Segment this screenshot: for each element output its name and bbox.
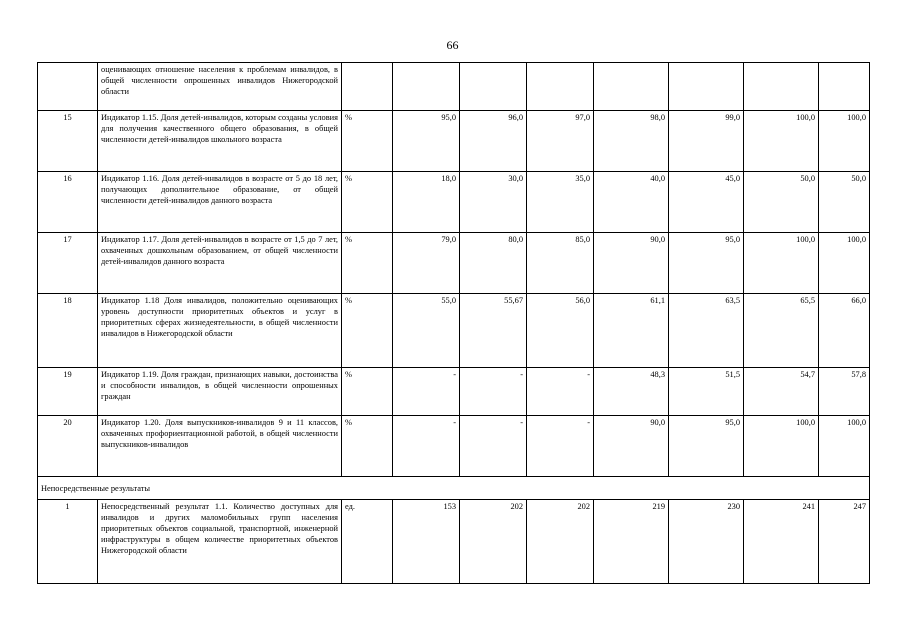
unit-cell: % [342,294,393,368]
value-cell: 247 [819,500,870,584]
value-cell: 96,0 [460,111,527,172]
indicator-description-cell: Индикатор 1.16. Доля детей-инвалидов в возрасте от 5 до 18 лет, получающих дополнительное образование, от общей численности детей-инвалидов данного возраста [98,172,342,233]
section-heading: Непосредственные результаты [38,477,870,500]
value-cell [393,63,460,111]
row-number-cell: 15 [38,111,98,172]
value-cell: 100,0 [744,233,819,294]
value-cell: 79,0 [393,233,460,294]
value-cell [594,63,669,111]
indicator-description-cell: Индикатор 1.18 Доля инвалидов, положительно оценивающих уровень доступности приоритетных объектов и услуг в приоритетных сферах жизнедеятельности, в общей численности инвалидов в Нижегородской области [98,294,342,368]
value-cell: 18,0 [393,172,460,233]
row-number-cell: 19 [38,368,98,416]
value-cell: 230 [669,500,744,584]
table-row [38,172,870,233]
value-cell: 97,0 [527,111,594,172]
value-cell: - [460,368,527,416]
unit-cell: % [342,233,393,294]
value-cell: 219 [594,500,669,584]
value-cell: 100,0 [819,416,870,477]
value-cell: 100,0 [819,111,870,172]
table-row [38,233,870,294]
value-cell: 202 [460,500,527,584]
table-body [38,63,870,584]
table-row [38,500,870,584]
indicator-description-cell: Индикатор 1.20. Доля выпускников-инвалидов 9 и 11 классов, охваченных профориентационной работой, в общей численности выпускников-инвалидов [98,416,342,477]
value-cell: 40,0 [594,172,669,233]
unit-cell: % [342,172,393,233]
indicator-description-cell: Индикатор 1.15. Доля детей-инвалидов, которым созданы условия для получения качественного общего образования, в общей численности детей-инвалидов школьного возраста [98,111,342,172]
value-cell: 57,8 [819,368,870,416]
unit-cell: ед. [342,500,393,584]
value-cell: - [393,368,460,416]
value-cell: 55,67 [460,294,527,368]
value-cell: 99,0 [669,111,744,172]
table-row [38,416,870,477]
unit-cell: % [342,111,393,172]
value-cell: 48,3 [594,368,669,416]
table-row [38,294,870,368]
value-cell: 95,0 [669,416,744,477]
value-cell: 100,0 [744,111,819,172]
value-cell: 50,0 [819,172,870,233]
indicator-description-cell: Индикатор 1.19. Доля граждан, признающих навыки, достоинства и способности инвалидов, в общей численности опрошенных граждан [98,368,342,416]
value-cell: 61,1 [594,294,669,368]
unit-cell [342,63,393,111]
value-cell: 100,0 [819,233,870,294]
value-cell: 95,0 [669,233,744,294]
value-cell: 85,0 [527,233,594,294]
value-cell: 51,5 [669,368,744,416]
row-number-cell: 17 [38,233,98,294]
value-cell: 54,7 [744,368,819,416]
value-cell: 35,0 [527,172,594,233]
table-row [38,111,870,172]
row-number-cell [38,63,98,111]
value-cell: 45,0 [669,172,744,233]
table-row [38,63,870,111]
value-cell: 153 [393,500,460,584]
indicator-description-cell: оценивающих отношение населения к проблемам инвалидов, в общей численности опрошенных инвалидов Нижегородской области [98,63,342,111]
indicator-description-cell: Непосредственный результат 1.1. Количество доступных для инвалидов и других маломобильных групп населения приоритетных объектов социальной, транспортной, инженерной инфраструктуры в общем количестве приоритетных объектов Нижегородской области [98,500,342,584]
value-cell [744,63,819,111]
value-cell: 66,0 [819,294,870,368]
value-cell: - [393,416,460,477]
value-cell: 55,0 [393,294,460,368]
value-cell: - [527,368,594,416]
value-cell [669,63,744,111]
value-cell: 50,0 [744,172,819,233]
value-cell: 98,0 [594,111,669,172]
indicators-table [37,62,870,584]
value-cell: 241 [744,500,819,584]
value-cell: 100,0 [744,416,819,477]
value-cell: 90,0 [594,233,669,294]
value-cell: 202 [527,500,594,584]
value-cell: 90,0 [594,416,669,477]
value-cell: - [460,416,527,477]
value-cell: 80,0 [460,233,527,294]
value-cell: 63,5 [669,294,744,368]
page-number: 66 [446,38,459,52]
value-cell: 65,5 [744,294,819,368]
value-cell [527,63,594,111]
value-cell: 95,0 [393,111,460,172]
row-number-cell: 18 [38,294,98,368]
value-cell: 30,0 [460,172,527,233]
value-cell: 56,0 [527,294,594,368]
row-number-cell: 20 [38,416,98,477]
value-cell: - [527,416,594,477]
row-number-cell: 16 [38,172,98,233]
table-row [38,368,870,416]
row-number-cell: 1 [38,500,98,584]
unit-cell: % [342,416,393,477]
value-cell [819,63,870,111]
section-row [38,477,870,500]
value-cell [460,63,527,111]
unit-cell: % [342,368,393,416]
indicator-description-cell: Индикатор 1.17. Доля детей-инвалидов в возрасте от 1,5 до 7 лет, охваченных дошкольным образованием, от общей численности детей-инвалидов данного возраста [98,233,342,294]
